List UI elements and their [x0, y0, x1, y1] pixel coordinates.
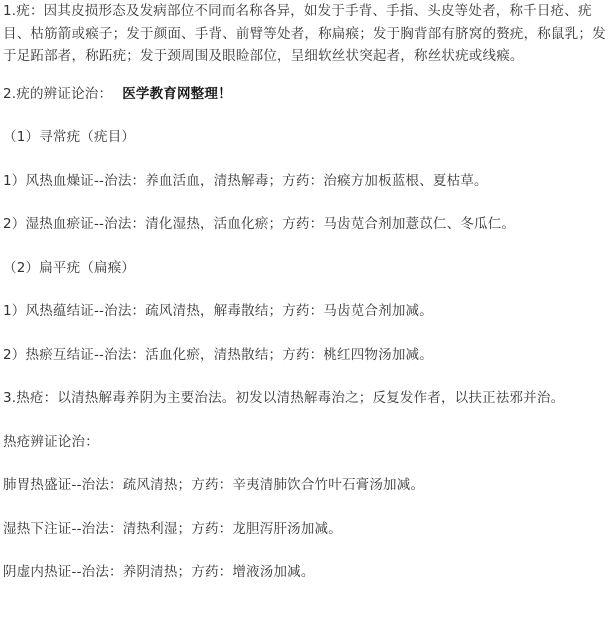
paragraph-wart-treatment-heading: [3, 83, 611, 106]
paragraph-syndrome-4: 2）热瘀互结证--治法：活血化瘀，清热散结；方药：桃红四物汤加减。: [3, 346, 433, 363]
article-body: [3, 0, 611, 584]
paragraph-herpes-syndrome-2: 湿热下注证--治法：清热利湿；方药：龙胆泻肝汤加减。: [3, 520, 342, 537]
paragraph-herpes-syndrome-1: 肺胃热盛证--治法：疏风清热；方药：辛夷清肺饮合竹叶石膏汤加减。: [3, 477, 425, 493]
paragraph-herpes-syndrome-3: 阴虚内热证--治法：养阴清热；方药：增液汤加减。: [3, 564, 315, 580]
paragraph-herpes: 3.热疮：以清热解毒养阴为主要治法。初发以清热解毒治之；反复发作者，以扶正祛邪并治。: [3, 390, 565, 406]
paragraph-herpes-heading: 热疮辨证论治：: [3, 433, 99, 450]
paragraph-common-wart: （1）寻常疣（疣目）: [3, 129, 136, 145]
source-note: 医学教育网整理！: [122, 85, 232, 102]
paragraph-syndrome-3: 1）风热蕴结证--治法：疏风清热，解毒散结；方药：马齿苋合剂加减。: [3, 303, 433, 319]
paragraph-syndrome-2: 2）湿热血瘀证--治法：清化湿热，活血化瘀；方药：马齿苋合剂加薏苡仁、冬瓜仁。: [3, 216, 516, 232]
heading-text: 2.疣的辨证论治：: [3, 85, 113, 102]
paragraph-syndrome-1: 1）风热血燥证--治法：养血活血，清热解毒；方药：治瘊方加板蓝根、夏枯草。: [3, 172, 488, 189]
paragraph-flat-wart: （2）扁平疣（扁瘊）: [3, 259, 136, 276]
paragraph-wart-intro: 1.疣：因其皮损形态及发病部位不同而名称各异，如发于手背、手指、头皮等处者，称千日疮、疣目、枯筋箭或瘊子；发于颜面、手背、前臂等处者，称扁瘊；发于胸背部有脐窝的赘疣，称鼠乳；发于足跖部者，称跖疣；发于颈周围及眼睑部位，呈细软丝状突起者，称丝状疣或线瘊。: [3, 3, 606, 64]
